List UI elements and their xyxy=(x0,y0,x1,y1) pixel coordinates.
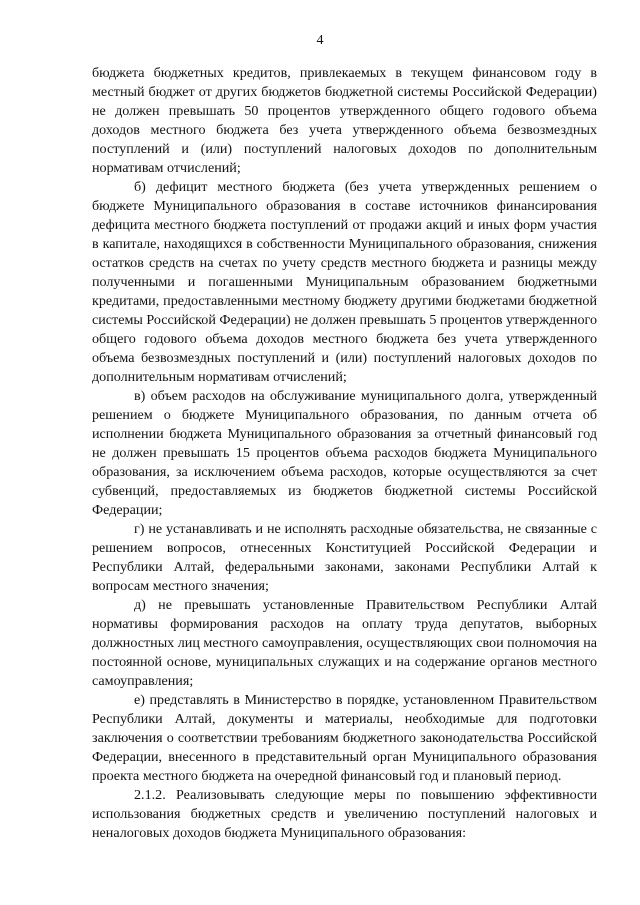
document-body xyxy=(92,64,597,843)
paragraph-item-e: е) представлять в Министерство в порядке, установленном Правительством Республики Алтай, документы и материалы, необходимые для подготовки заключения о соответствии требованиям бюджетного законодательства Российской Федерации, внесенного в представительный орган Муниципального образования проекта местного бюджета на очередной финансовый год и плановый период. xyxy=(92,692,597,784)
paragraph-continuation: бюджета бюджетных кредитов, привлекаемых в текущем финансовом году в местный бюджет от других бюджетов бюджетной системы Российской Федерации) не должен превышать 50 процентов утвержденного общего годового объема доходов местного бюджета без учета утвержденного объема безвозмездных поступлений и (или) поступлений налоговых доходов по дополнительным нормативам отчислений; xyxy=(92,65,597,176)
paragraph-item-d: д) не превышать установленные Правительством Республики Алтай нормативы формирования расходов на оплату труда депутатов, выборных должностных лиц местного самоуправления, осуществляющих свои полномочия на постоянной основе, муниципальных служащих и на содержание органов местного самоуправления; xyxy=(92,597,597,689)
paragraph-item-g: г) не устанавливать и не исполнять расходные обязательства, не связанные с решением вопросов, отнесенных Конституцией Российской Федерации и Республики Алтай, федеральными законами, законами Республики Алтай к вопросам местного значения; xyxy=(92,521,597,594)
paragraph-item-b: б) дефицит местного бюджета (без учета утвержденных решением о бюджете Муниципального образования в составе источников финансирования дефицита местного бюджета поступлений от продажи акций и иных форм участия в капитале, находящихся в собственности Муниципального образования, снижения остатков средств на счетах по учету средств местного бюджета и разницы между полученными и погашенными Муниципальным образованием бюджетными кредитами, предоставленными местному бюджету другими бюджетами бюджетной системы Российской Федерации) не должен превышать 5 процентов утвержденного общего годового объема доходов местного бюджета без учета утвержденного объема безвозмездных поступлений и (или) поступлений налоговых доходов по дополнительным нормативам отчислений; xyxy=(92,179,597,385)
paragraph-section-2-1-2: 2.1.2. Реализовывать следующие меры по повышению эффективности использования бюджетных средств и увеличению поступлений налоговых и неналоговых доходов бюджета Муниципального образования: xyxy=(92,787,597,841)
paragraph-item-v: в) объем расходов на обслуживание муниципального долга, утвержденный решением о бюджете Муниципального образования, по данным отчета об исполнении бюджета Муниципального образования за отчетный финансовый год не должен превышать 15 процентов объема расходов бюджета Муниципального образования, за исключением объема расходов, которые осуществляются за счет субвенций, предоставляемых из бюджетов бюджетной системы Российской Федерации; xyxy=(92,388,597,518)
page-number: 4 xyxy=(316,33,324,48)
